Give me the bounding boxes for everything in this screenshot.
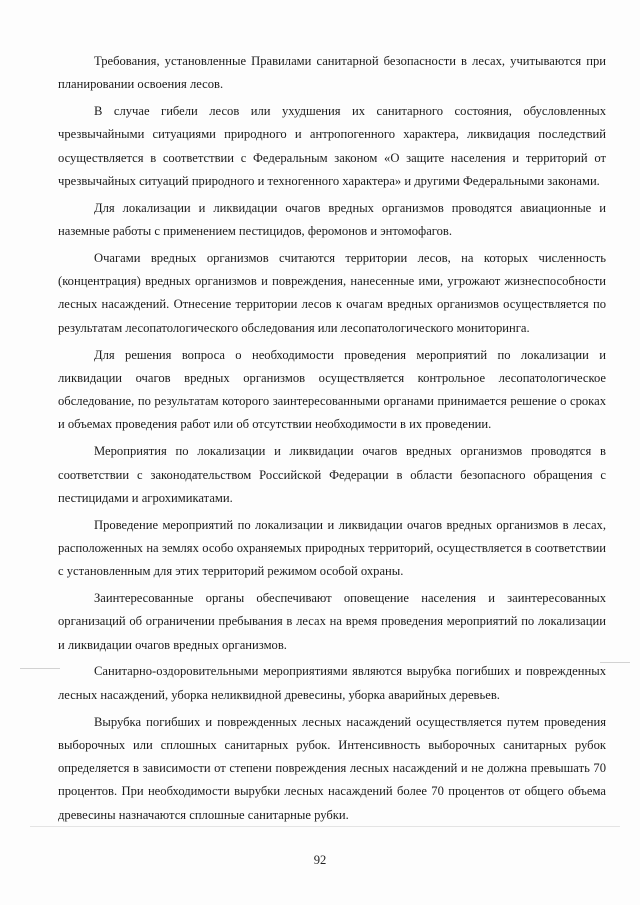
paragraph: Требования, установленные Правилами санитарной безопасности в лесах, учитываются при планировании освоения лесов.	[58, 54, 606, 92]
scan-artifact-line	[30, 826, 620, 827]
paragraph: Для локализации и ликвидации очагов вредных организмов проводятся авиационные и наземные работы с применением пестицидов, феромонов и энтомофагов.	[58, 200, 606, 239]
paragraph: Проведение мероприятий по локализации и ликвидации очагов вредных организмов в лесах, расположенных на землях особо охраняемых природных территорий, осуществляется в соответствии с установленным для этих территорий режимом особой охраны.	[58, 517, 606, 579]
document-body	[58, 50, 606, 831]
page-number: 92	[313, 853, 327, 867]
scan-artifact-line	[600, 662, 630, 663]
paragraph: Мероприятия по локализации и ликвидации очагов вредных организмов проводятся в соответствии с законодательством Российской Федерации в области безопасного обращения с пестицидами и агрохимикатами.	[58, 444, 606, 505]
scan-artifact-line	[20, 668, 60, 669]
paragraph: Вырубка погибших и поврежденных лесных насаждений осуществляется путем проведения выборочных или сплошных санитарных рубок. Интенсивность выборочных санитарных рубок определяется в зависимости от степени повреждения лесных насаждений и не должна превышать 70 процентов. При необходимости вырубки лесных насаждений более 70 процентов от общего объема древесины назначаются сплошные санитарные рубки.	[58, 714, 606, 822]
paragraph: Санитарно-оздоровительными мероприятиями являются вырубка погибших и поврежденных лесных насаждений, уборка неликвидной древесины, уборка аварийных деревьев.	[58, 664, 606, 702]
paragraph: Очагами вредных организмов считаются территории лесов, на которых численность (концентрация) вредных организмов и повреждения, нанесенные ими, угрожают жизнеспособности лесных насаждений. Отнесение территории лесов к очагам вредных организмов осуществляется по результатам лесопатологического обследования или лесопатологического мониторинга.	[58, 250, 606, 335]
paragraph: Заинтересованные органы обеспечивают оповещение населения и заинтересованных организаций об ограничении пребывания в лесах на время проведения мероприятий по локализации и ликвидации очагов вредных организмов.	[58, 591, 606, 652]
paragraph: В случае гибели лесов или ухудшения их санитарного состояния, обусловленных чрезвычайными ситуациями природного и антропогенного характера, ликвидация последствий осуществляется в соответствии с Федеральным законом «О защите населения и территорий от чрезвычайных ситуаций природного и техногенного характера» и другими Федеральными законами.	[58, 104, 606, 188]
paragraph: Для решения вопроса о необходимости проведения мероприятий по локализации и ликвидации очагов вредных организмов осуществляется контрольное лесопатологическое обследование, по результатам которого заинтересованными органами принимается решение о сроках и объемах проведения работ или об отсутствии необходимости в их проведении.	[58, 347, 606, 432]
